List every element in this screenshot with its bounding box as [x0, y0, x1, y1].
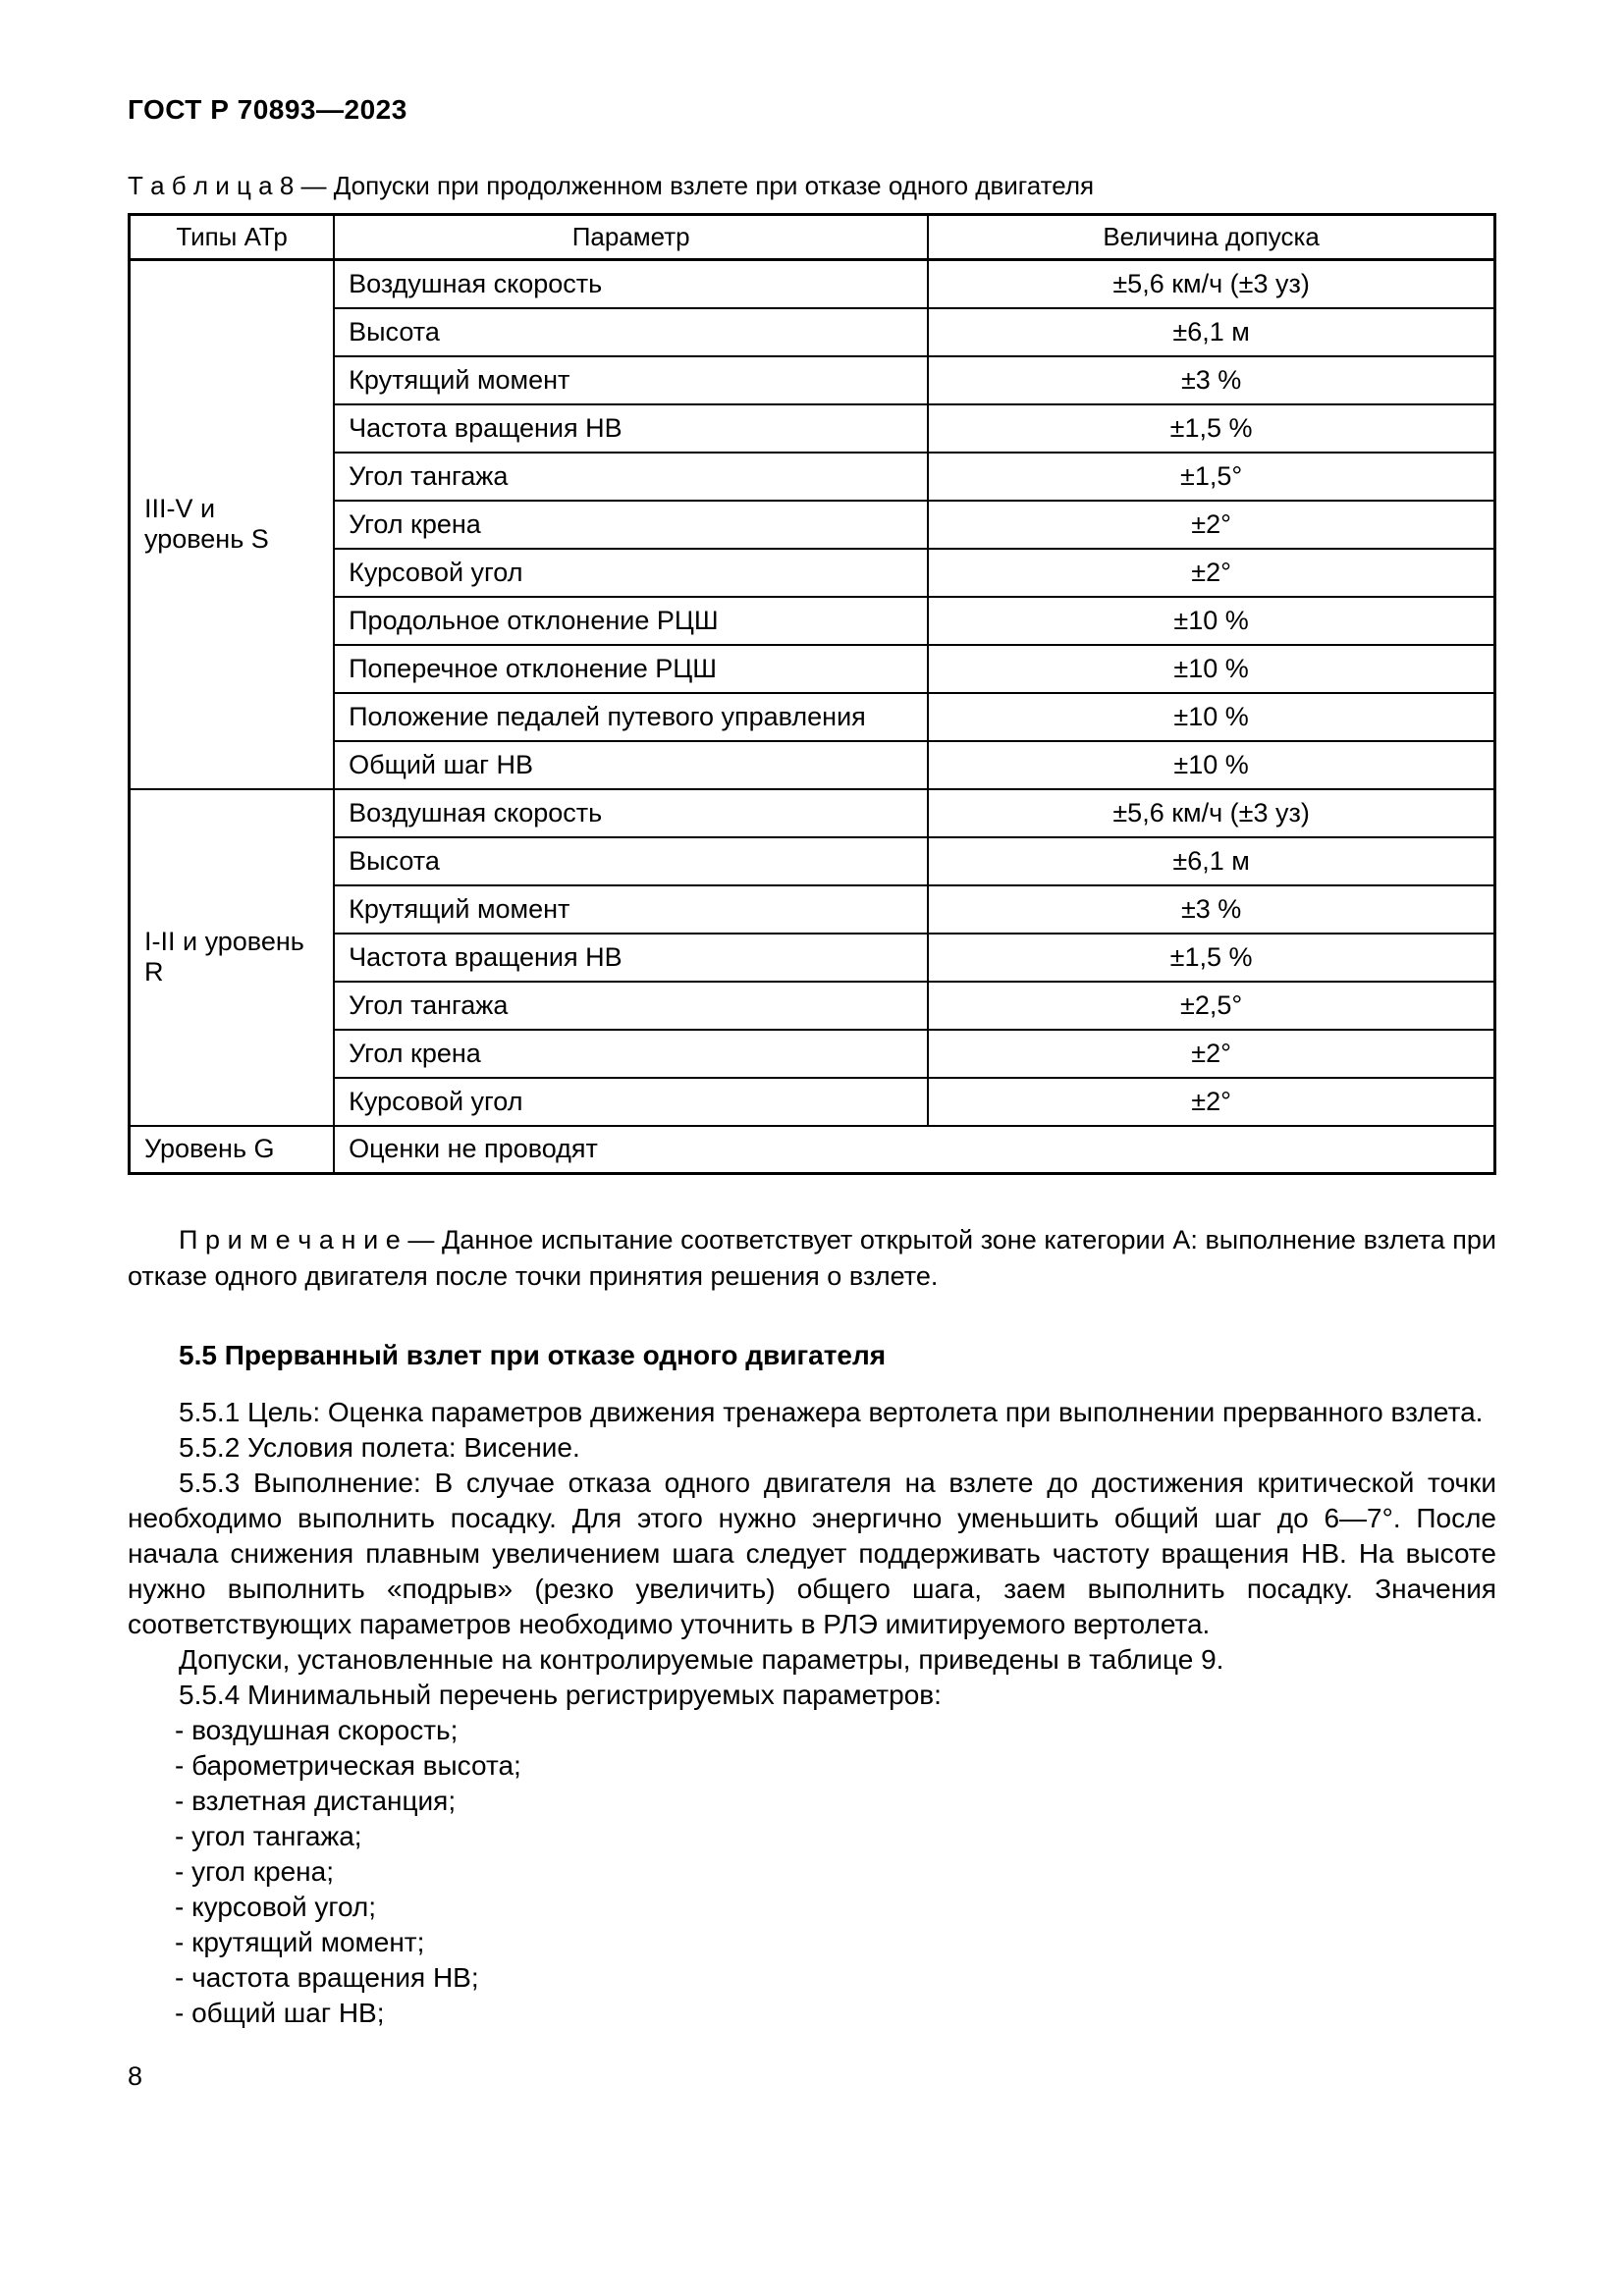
parameter-cell: Угол тангажа [334, 453, 928, 501]
section-heading: 5.5 Прерванный взлет при отказе одного двигателя [179, 1340, 887, 1370]
tolerance-value-cell: ±2° [928, 1030, 1494, 1078]
full-width-cell: Оценки не проводят [334, 1126, 1494, 1174]
parameter-cell: Положение педалей путевого управления [334, 693, 928, 741]
table-row [130, 837, 1495, 885]
parameter-cell: Воздушная скорость [334, 789, 928, 837]
list-item: - крутящий момент; [175, 1927, 425, 1957]
table-row [130, 597, 1495, 645]
table-row [130, 934, 1495, 982]
paragraph: 5.5.2 Условия полета: Висение. [179, 1432, 580, 1463]
table-row [130, 260, 1495, 308]
tolerance-value-cell: ±10 % [928, 597, 1494, 645]
list-item: - курсовой угол; [175, 1892, 377, 1922]
tolerance-value-cell: ±10 % [928, 741, 1494, 789]
tolerance-value-cell: ±10 % [928, 693, 1494, 741]
paragraph: Допуски, установленные на контролируемые параметры, приведены в таблице 9. [179, 1644, 1224, 1675]
parameter-cell: Угол крена [334, 501, 928, 549]
column-header-parameter: Параметр [334, 215, 928, 260]
atr-type-cell: III-V и уровень S [130, 260, 335, 789]
table-row [130, 693, 1495, 741]
table-row [130, 885, 1495, 934]
table-row [130, 1078, 1495, 1126]
tolerance-value-cell: ±2° [928, 501, 1494, 549]
document-header: ГОСТ Р 70893—2023 [128, 94, 407, 125]
tolerance-table [128, 213, 1496, 1175]
atr-type-cell: I-II и уровень R [130, 789, 335, 1126]
table-row [130, 356, 1495, 404]
parameter-cell: Частота вращения НВ [334, 404, 928, 453]
tolerance-table-body [130, 260, 1495, 1174]
table-row [130, 982, 1495, 1030]
tolerance-value-cell: ±6,1 м [928, 837, 1494, 885]
parameter-cell: Поперечное отклонение РЦШ [334, 645, 928, 693]
tolerance-value-cell: ±1,5 % [928, 934, 1494, 982]
table-note: П р и м е ч а н и е — Данное испытание соответствует открытой зоне категории А: выполнение взлета при отказе одного двигателя после точки принятия решения о взлете. [128, 1225, 1496, 1291]
parameter-cell: Высота [334, 837, 928, 885]
table-row [130, 501, 1495, 549]
table-row [130, 1126, 1495, 1174]
parameter-cell: Угол крена [334, 1030, 928, 1078]
list-item: - барометрическая высота; [175, 1750, 521, 1781]
tolerance-value-cell: ±2,5° [928, 982, 1494, 1030]
section-paragraphs [128, 1395, 1496, 1713]
tolerance-value-cell: ±1,5 % [928, 404, 1494, 453]
atr-type-cell: Уровень G [130, 1126, 335, 1174]
list-item: - частота вращения НВ; [175, 1962, 479, 1993]
tolerance-table-header [130, 215, 1495, 260]
parameter-cell: Высота [334, 308, 928, 356]
parameter-cell: Угол тангажа [334, 982, 928, 1030]
table-caption: Т а б л и ц а 8 — Допуски при продолженном взлете при отказе одного двигателя [128, 171, 1095, 200]
list-item: - общий шаг НВ; [175, 1998, 385, 2028]
paragraph: 5.5.3 Выполнение: В случае отказа одного двигателя на взлете до достижения критической точки необходимо выполнить посадку. Для этого нужно энергично уменьшить общий шаг до 6—7°. После начала снижения плавным увеличением шага следует поддерживать частоту вращения НВ. На высоте нужно выполнить «подрыв» (резко увеличить) общего шага, заем выполнить посадку. Значения соответствующих параметров необходимо уточнить в РЛЭ имитируемого вертолета. [128, 1468, 1496, 1639]
registered-params-list [128, 1713, 1496, 2031]
table-row [130, 741, 1495, 789]
paragraph: 5.5.1 Цель: Оценка параметров движения тренажера вертолета при выполнении прерванного взлета. [179, 1397, 1484, 1427]
parameter-cell: Курсовой угол [334, 1078, 928, 1126]
table-row [130, 549, 1495, 597]
tolerance-value-cell: ±10 % [928, 645, 1494, 693]
tolerance-value-cell: ±3 % [928, 885, 1494, 934]
paragraph: 5.5.4 Минимальный перечень регистрируемых параметров: [179, 1680, 942, 1710]
parameter-cell: Крутящий момент [334, 356, 928, 404]
table-row [130, 404, 1495, 453]
parameter-cell: Частота вращения НВ [334, 934, 928, 982]
parameter-cell: Воздушная скорость [334, 260, 928, 308]
tolerance-value-cell: ±1,5° [928, 453, 1494, 501]
table-row [130, 789, 1495, 837]
list-item: - угол крена; [175, 1856, 334, 1887]
tolerance-value-cell: ±3 % [928, 356, 1494, 404]
tolerance-value-cell: ±6,1 м [928, 308, 1494, 356]
column-header-tolerance: Величина допуска [928, 215, 1494, 260]
tolerance-value-cell: ±2° [928, 549, 1494, 597]
parameter-cell: Продольное отклонение РЦШ [334, 597, 928, 645]
list-item: - угол тангажа; [175, 1821, 362, 1851]
table-row [130, 453, 1495, 501]
parameter-cell: Курсовой угол [334, 549, 928, 597]
tolerance-value-cell: ±2° [928, 1078, 1494, 1126]
column-header-atr-types: Типы АТр [130, 215, 335, 260]
parameter-cell: Общий шаг НВ [334, 741, 928, 789]
table-row [130, 308, 1495, 356]
tolerance-value-cell: ±5,6 км/ч (±3 уз) [928, 260, 1494, 308]
table-row [130, 1030, 1495, 1078]
parameter-cell: Крутящий момент [334, 885, 928, 934]
table-row [130, 645, 1495, 693]
list-item: - воздушная скорость; [175, 1715, 459, 1745]
page-number: 8 [128, 2061, 143, 2091]
list-item: - взлетная дистанция; [175, 1786, 457, 1816]
tolerance-value-cell: ±5,6 км/ч (±3 уз) [928, 789, 1494, 837]
table-header-row [130, 215, 1495, 260]
